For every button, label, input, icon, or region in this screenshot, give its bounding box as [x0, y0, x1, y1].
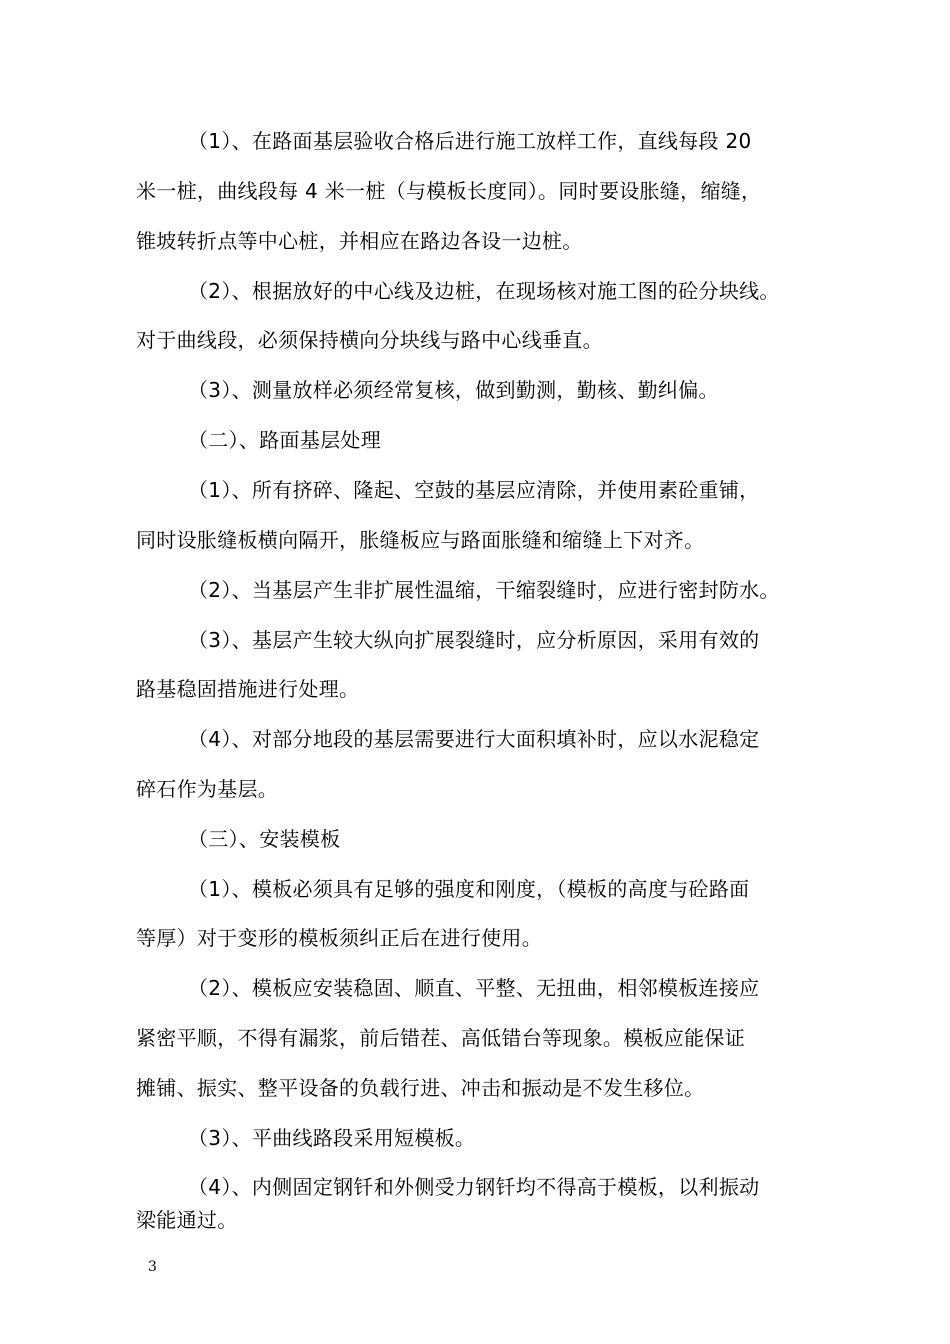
paragraph-line: （3）、基层产生较大纵向扩展裂缝时，应分析原因，采用有效的 — [188, 628, 760, 652]
paragraph-line: （4）、内侧固定钢钎和外侧受力钢钎均不得高于模板，以利振动 — [188, 1175, 760, 1199]
paragraph-line: （2）、根据放好的中心线及边桩，在现场核对施工图的砼分块线。 — [188, 279, 780, 303]
paragraph-line: （1）、在路面基层验收合格后进行施工放样工作，直线每段 20 — [188, 129, 752, 153]
paragraph-line: （4）、对部分地段的基层需要进行大面积填补时，应以水泥稳定 — [188, 727, 760, 751]
paragraph-line: （2）、模板应安装稳固、顺直、平整、无扭曲，相邻模板连接应 — [188, 976, 760, 1000]
paragraph-line: 同时设胀缝板横向隔开，胀缝板应与路面胀缝和缩缝上下对齐。 — [136, 528, 705, 552]
paragraph-line: 路基稳固措施进行处理。 — [136, 677, 360, 701]
paragraph-line: 碎石作为基层。 — [136, 777, 279, 801]
paragraph-line: （3）、测量放样必须经常复核，做到勤测，勤核、勤纠偏。 — [188, 378, 719, 402]
paragraph-line: （1）、所有挤碎、隆起、空鼓的基层应清除，并使用素砼重铺， — [188, 478, 760, 502]
paragraph-line: 米一桩，曲线段每 4 米一桩（与模板长度同）。同时要设胀缝，缩缝， — [136, 179, 762, 203]
paragraph-line: 紧密平顺，不得有漏浆，前后错茬、高低错台等现象。模板应能保证 — [136, 1026, 745, 1050]
paragraph-line: （1）、模板必须具有足够的强度和刚度，（模板的高度与砼路面 — [188, 877, 750, 901]
paragraph-line: （3）、平曲线路段采用短模板。 — [188, 1126, 476, 1150]
paragraph-line: 等厚）对于变形的模板须纠正后在进行使用。 — [136, 926, 542, 950]
page-number: 3 — [148, 1259, 157, 1275]
section-heading: （三）、安装模板 — [188, 827, 341, 851]
paragraph-line: 摊铺、振实、整平设备的负载行进、冲击和振动是不发生移位。 — [136, 1076, 705, 1100]
paragraph-line: （2）、当基层产生非扩展性温缩，干缩裂缝时，应进行密封防水。 — [188, 578, 780, 602]
paragraph-line: 锥坡转折点等中心桩，并相应在路边各设一边桩。 — [136, 229, 583, 253]
paragraph-line: 对于曲线段，必须保持横向分块线与路中心线垂直。 — [136, 328, 603, 352]
paragraph-line: 梁能通过。 — [136, 1208, 238, 1232]
section-heading: （二）、路面基层处理 — [188, 428, 381, 452]
